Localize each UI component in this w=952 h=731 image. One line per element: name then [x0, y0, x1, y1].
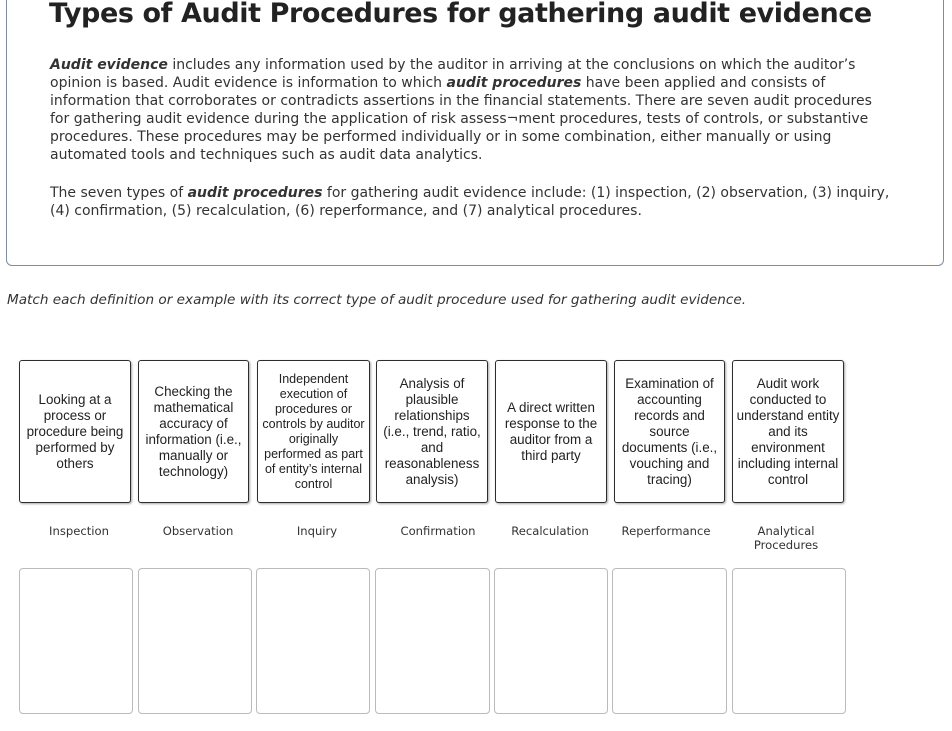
target-label-analytical-procedures: Analytical Procedures [753, 524, 819, 552]
target-label-recalculation: Recalculation [511, 524, 589, 538]
target-label-inquiry: Inquiry [296, 524, 338, 538]
card-text: Looking at a process or procedure being performed by others [26, 391, 124, 471]
types-text-part-2: for gathering audit evidence include: (1) inspection, (2) observation, (3) inquiry, (4) confirmation, (5) recalculation, (6) reperformance, and (7) analytical procedures. [50, 185, 890, 219]
target-label-confirmation: Confirmation [400, 524, 476, 538]
intro-text-part-1: includes any information used by the auditor in arriving at the conclusions on which the auditor’s opinion is based. Audit evidence is information to which [50, 57, 856, 91]
drop-zone-observation[interactable] [138, 568, 252, 714]
types-text-part-1: The seven types of [50, 185, 188, 201]
audit-evidence-term: Audit evidence [50, 57, 168, 73]
drop-zone-analytical-procedures[interactable] [732, 568, 846, 714]
card-text: Examination of accounting records and source documents (i.e., vouching and tracing) [621, 375, 718, 487]
card-text: Checking the mathematical accuracy of information (i.e., manually or technology) [145, 383, 242, 479]
card-text: Independent execution of procedures or controls by auditor originally performed as part of entity’s internal control [262, 371, 365, 491]
drop-zone-inquiry[interactable] [256, 568, 370, 714]
drop-zone-confirmation[interactable] [375, 568, 490, 714]
card-text: Analysis of plausible relationships (i.e., trend, ratio, and reasonableness analysis) [383, 375, 481, 487]
draggable-card[interactable] [376, 360, 488, 503]
draggable-card[interactable] [138, 360, 249, 503]
draggable-card[interactable] [19, 360, 131, 503]
intro-panel [6, 0, 944, 266]
types-paragraph [50, 184, 895, 220]
intro-text-part-2: have been applied and consists of information that corroborates or contradicts assertions in the financial statements. There are seven audit procedures for gathering audit evidence during the application of risk assess¬ment procedures, tests of controls, or substantive procedures. These procedures may be performed individually or in some combination, either manually or using automated tools and techniques such as audit data analytics. [50, 75, 872, 163]
card-text: Audit work conducted to understand entity and its environment including internal control [736, 375, 840, 487]
intro-paragraph [50, 56, 895, 164]
drop-zone-reperformance[interactable] [612, 568, 727, 714]
card-text: A direct written response to the auditor from a third party [504, 399, 598, 463]
draggable-card[interactable] [732, 360, 844, 503]
audit-procedures-term: audit procedures [446, 75, 582, 91]
drop-zone-inspection[interactable] [19, 568, 133, 714]
panel-title: Types of Audit Procedures for gathering audit evidence [49, 0, 872, 29]
target-label-observation: Observation [162, 524, 234, 538]
target-label-inspection: Inspection [49, 524, 109, 538]
draggable-card[interactable] [614, 360, 725, 503]
draggable-card[interactable] [257, 360, 370, 503]
target-label-reperformance: Reperformance [621, 524, 711, 538]
audit-procedures-term-2: audit procedures [187, 185, 323, 201]
draggable-card[interactable] [495, 360, 607, 503]
drop-zone-recalculation[interactable] [494, 568, 608, 714]
instruction-text: Match each definition or example with its correct type of audit procedure used for gathering audit evidence. [7, 292, 747, 308]
